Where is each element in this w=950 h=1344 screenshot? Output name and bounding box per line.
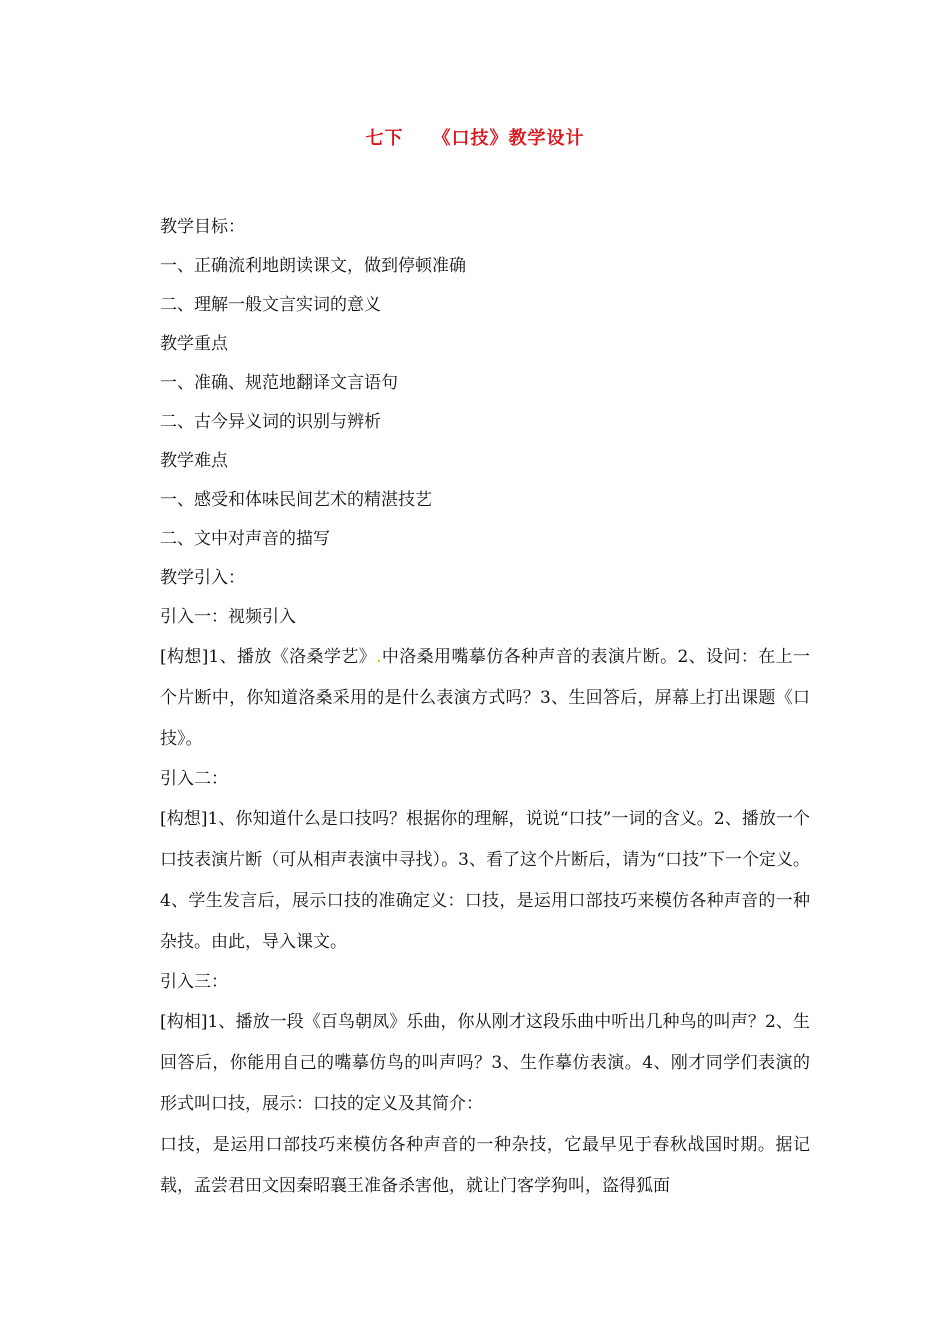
intro-1-text-a: [构想]1、播放《洛桑学艺》 — [160, 647, 377, 667]
goal-item-2: 二、理解一般文言实词的意义 — [160, 295, 381, 315]
heading-key-points: 教学重点 — [160, 334, 228, 354]
heading-introduction: 教学引入： — [160, 568, 245, 588]
intro-3-paragraph: [构相]1、播放一段《百鸟朝凤》乐曲，你从刚才这段乐曲中听出几种鸟的叫声？2、生回答后，你能用自己的嘴摹仿鸟的叫声吗？3、生作摹仿表演。4、刚才同学们表演的形式叫口技，展示：口技的定义及其简介： — [160, 1012, 810, 1114]
intro-3-heading: 引入三： — [160, 972, 228, 992]
heading-difficulties: 教学难点 — [160, 451, 228, 471]
intro-1-heading: 引入一：视频引入 — [160, 607, 296, 627]
heading-teaching-goals: 教学目标： — [160, 217, 245, 237]
intro-2-heading: 引入二： — [160, 769, 228, 789]
intro-1-text-b: 中洛桑用嘴摹仿各种声音的表演片断。2、设问：在上一个片断中，你知道洛桑采用的是什么表演方式吗？3、生回答后，屏幕上打出课题《口技》。 — [160, 647, 810, 749]
key-point-item-1: 一、准确、规范地翻译文言语句 — [160, 373, 398, 393]
key-point-item-2: 二、古今异义词的识别与辨析 — [160, 412, 381, 432]
kouji-definition-paragraph: 口技，是运用口部技巧来模仿各种声音的一种杂技，它最早见于春秋战国时期。据记载，孟尝君田文因秦昭襄王准备杀害他，就让门客学狗叫，盗得狐面 — [160, 1135, 810, 1196]
intro-1-mark: . — [376, 647, 382, 667]
document-title: 七下 《口技》教学设计 — [365, 128, 585, 149]
difficulty-item-2: 二、文中对声音的描写 — [160, 529, 330, 549]
intro-1-paragraph — [145, 637, 810, 760]
document-body — [145, 208, 810, 1207]
goal-item-1: 一、正确流利地朗读课文，做到停顿准确 — [160, 256, 466, 276]
difficulty-item-1: 一、感受和体味民间艺术的精湛技艺 — [160, 490, 432, 510]
intro-2-paragraph: [构想]1、你知道什么是口技吗？根据你的理解，说说“口技”一词的含义。2、播放一个口技表演片断（可从相声表演中寻找）。3、看了这个片断后，请为“口技”下一个定义。4、学生发言后，展示口技的准确定义：口技，是运用口部技巧来模仿各种声音的一种杂技。由此，导入课文。 — [160, 809, 810, 952]
